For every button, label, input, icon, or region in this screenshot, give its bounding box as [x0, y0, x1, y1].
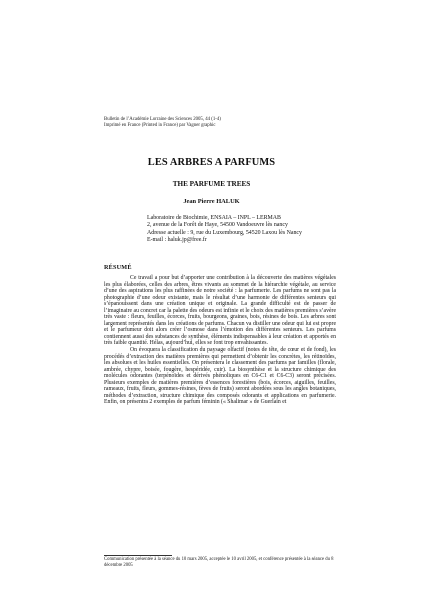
affiliation-line-3: Adresse actuelle : 9, rue du Luxembourg, 54520 Laxou lès Nancy [147, 229, 302, 236]
author-name: Jean Pierre HALUK [183, 198, 240, 205]
affiliation-line-2: 2, avenue de la Forêt de Haye, 54500 Vandoeuvre lès nancy [147, 222, 288, 229]
footnote: Communication présentée à la séance du 10 mars 2005, acceptée le 10 avril 2005, et conférence présentée à la séance du 8 décembre 2005 [104, 557, 334, 569]
affiliation-block [147, 215, 302, 244]
journal-header-line-2: Imprimé en France (Printed in France) par Vagner graphic [104, 123, 216, 129]
abstract-paragraph: Ce travail a pour but d’apporter une contribution à la découverte des matières végétales les plus élaborées, celles des arbres, êtres vivants au sommet de la hiérarchie végétale, au service d’une des aspirations les plus raffinées de notre société : la parfumerie. Les parfums ne sont pas la photographie d’une odeur existante, mais le résultat d’une harmonie de différentes senteurs qui s’épanouissent dans une création unique et originale. La grande difficulté est de passer de l’imaginaire au concret car la palette des odeurs est infinie et le choix des matières premières s’avère très vaste : fleurs, feuilles, écorces, fruits, bourgeons, graines, bois, résines de bois. Les arbres sont largement représentés dans les créations de parfums. Chacun va distiller une odeur qui lui est propre et le parfumeur doit alors créer l’osmose dans l’émotion des différentes senteurs. Les parfums contiennent aussi des substances de synthèse, éléments indispensables à leur création et apportés en très faible quantité. Hélas, aujourd’hui, elles se font trop envahissantes. [104, 275, 336, 347]
section-heading-resume: RÉSUMÉ [104, 264, 132, 271]
footnote-divider [104, 555, 172, 556]
abstract-body [104, 275, 336, 406]
paper-subtitle: THE PARFUME TREES [172, 180, 251, 188]
abstract-paragraph: On évoquera la classification du paysage olfactif (notes de tête, de cœur et de fond), les procédés d’extraction des matières premières qui permettent d’obtenir les concrètes, les rétinoïdes, les absolues et les huiles essentielles. On présentera le classement des parfums par familles (florale, ambrée, chypre, boisée, fougère, hespéridée, cuir). La biosynthèse et la structure chimique des molécules odorantes (terpénoïdes et dérivés phénoliques en C6-C1 et C6-C3) seront précisées. Plusieurs exemples de matières premières d’essences forestières (bois, écorces, aiguilles, feuilles, rameaux, fruits, fleurs, gommes-résines, fèves de fruits) seront abordées sous les angles botaniques, méthodes d’extraction, structure chimique des composés odorants et applications en parfumerie. Enfin, on présentra 2 exemples de parfum féminin (« Shalimar » de Guerlain et [104, 347, 336, 406]
journal-header-line-1: Bulletin de l’Académie Lorraine des Sciences 2005, 44 (1-4) [104, 117, 221, 122]
affiliation-line-1: Laboratoire de Biochimie, ENSAIA – INPL – LERMAB [147, 215, 281, 221]
journal-header [104, 117, 221, 130]
paper-title: LES ARBRES A PARFUMS [147, 157, 276, 168]
affiliation-email: E-mail : haluk.jp@free.fr [147, 236, 207, 243]
